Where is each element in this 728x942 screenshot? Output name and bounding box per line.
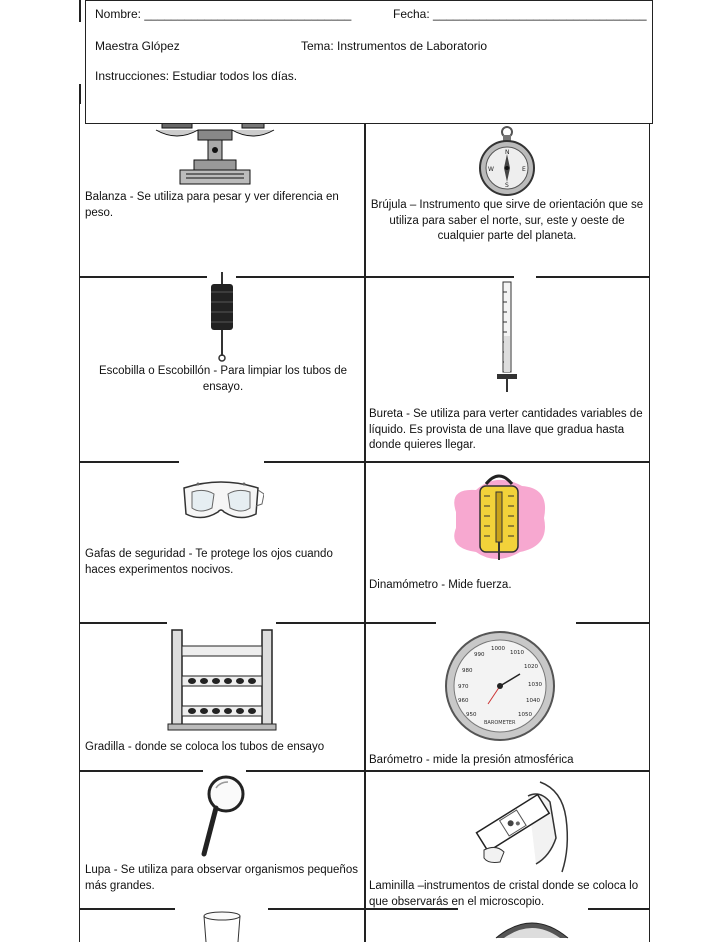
compass-mark-s: S (505, 182, 509, 189)
row-divider (79, 908, 175, 910)
worksheet-header (85, 0, 653, 124)
caption-dinamometro: Dinamómetro - Mide fuerza. (369, 579, 512, 591)
tube-brush-icon (206, 272, 238, 364)
dial-tick-960: 960 (458, 698, 469, 704)
dial-tick-950: 950 (466, 712, 477, 718)
dial-tick-980: 980 (462, 668, 473, 674)
dial-tick-1010: 1010 (510, 650, 524, 656)
dial-tick-1000: 1000 (491, 646, 505, 652)
barometer-icon (444, 630, 556, 742)
dial-label: BAROMETER (484, 720, 516, 726)
compass-mark-n: N (505, 149, 510, 156)
burette-icon (494, 280, 520, 396)
magnifying-glass-icon (198, 774, 248, 860)
row-divider (264, 461, 650, 463)
column-divider (364, 95, 366, 942)
name-field-label: Nombre: _______________________________ (95, 7, 352, 21)
teacher-name: Maestra Glópez (95, 39, 180, 53)
dial-tick-970: 970 (458, 684, 469, 690)
caption-barometro: Barómetro - mide la presión atmosférica (369, 754, 574, 766)
topic-title: Tema: Instrumentos de Laboratorio (301, 39, 488, 53)
compass-mark-w: W (488, 166, 494, 173)
caption-gradilla: Gradilla - donde se coloca los tubos de ensayo (85, 741, 325, 753)
row-divider (79, 276, 207, 278)
row-divider (236, 276, 514, 278)
row-divider (79, 770, 203, 772)
instructions-text: Instrucciones: Estudiar todos los días. (95, 69, 298, 83)
dynamometer-icon (446, 468, 552, 566)
date-field-label: Fecha: ________________________________ (393, 7, 647, 21)
row-divider (276, 622, 436, 624)
row-divider (246, 770, 650, 772)
dial-tick-1040: 1040 (526, 698, 540, 704)
caption-lupa: Lupa - Se utiliza para observar organismos pequeños más grandes. (85, 864, 358, 892)
dial-tick-1050: 1050 (518, 712, 532, 718)
dial-tick-990: 990 (474, 652, 485, 658)
test-tube-rack-icon (166, 626, 278, 732)
microscope-slide-icon (470, 778, 574, 874)
row-divider (576, 622, 650, 624)
caption-brujula: Brújula – Instrumento que sirve de orientación que se utiliza para saber el norte, sur, este y oeste de cualquier parte del planeta. (370, 199, 644, 242)
dial-tick-1030: 1030 (528, 682, 542, 688)
caption-laminilla: Laminilla –instrumentos de cristal donde se coloca lo que observarás en el microscopio. (369, 880, 639, 908)
dial-tick-1020: 1020 (524, 664, 538, 670)
compass-mark-e: E (522, 166, 526, 173)
caption-balanza: Balanza - Se utiliza para pesar y ver diferencia en peso. (85, 191, 339, 219)
caption-bureta: Bureta - Se utiliza para verter cantidades variables de líquido. Es provista de una llave que gradua hasta donde quieres llegar. (369, 408, 643, 451)
safety-goggles-icon (178, 474, 264, 526)
row-divider (79, 461, 179, 463)
caption-escobilla: Escobilla o Escobillón - Para limpiar los tubos de ensayo. (98, 365, 347, 393)
caption-gafas: Gafas de seguridad - Te protege los ojos cuando haces experimentos nocivos. (85, 548, 333, 576)
row-divider (536, 276, 650, 278)
petri-dish-icon (490, 914, 574, 942)
edge-mark (79, 0, 81, 22)
beaker-icon (200, 910, 244, 942)
compass-icon (472, 124, 542, 196)
row-divider (79, 622, 167, 624)
